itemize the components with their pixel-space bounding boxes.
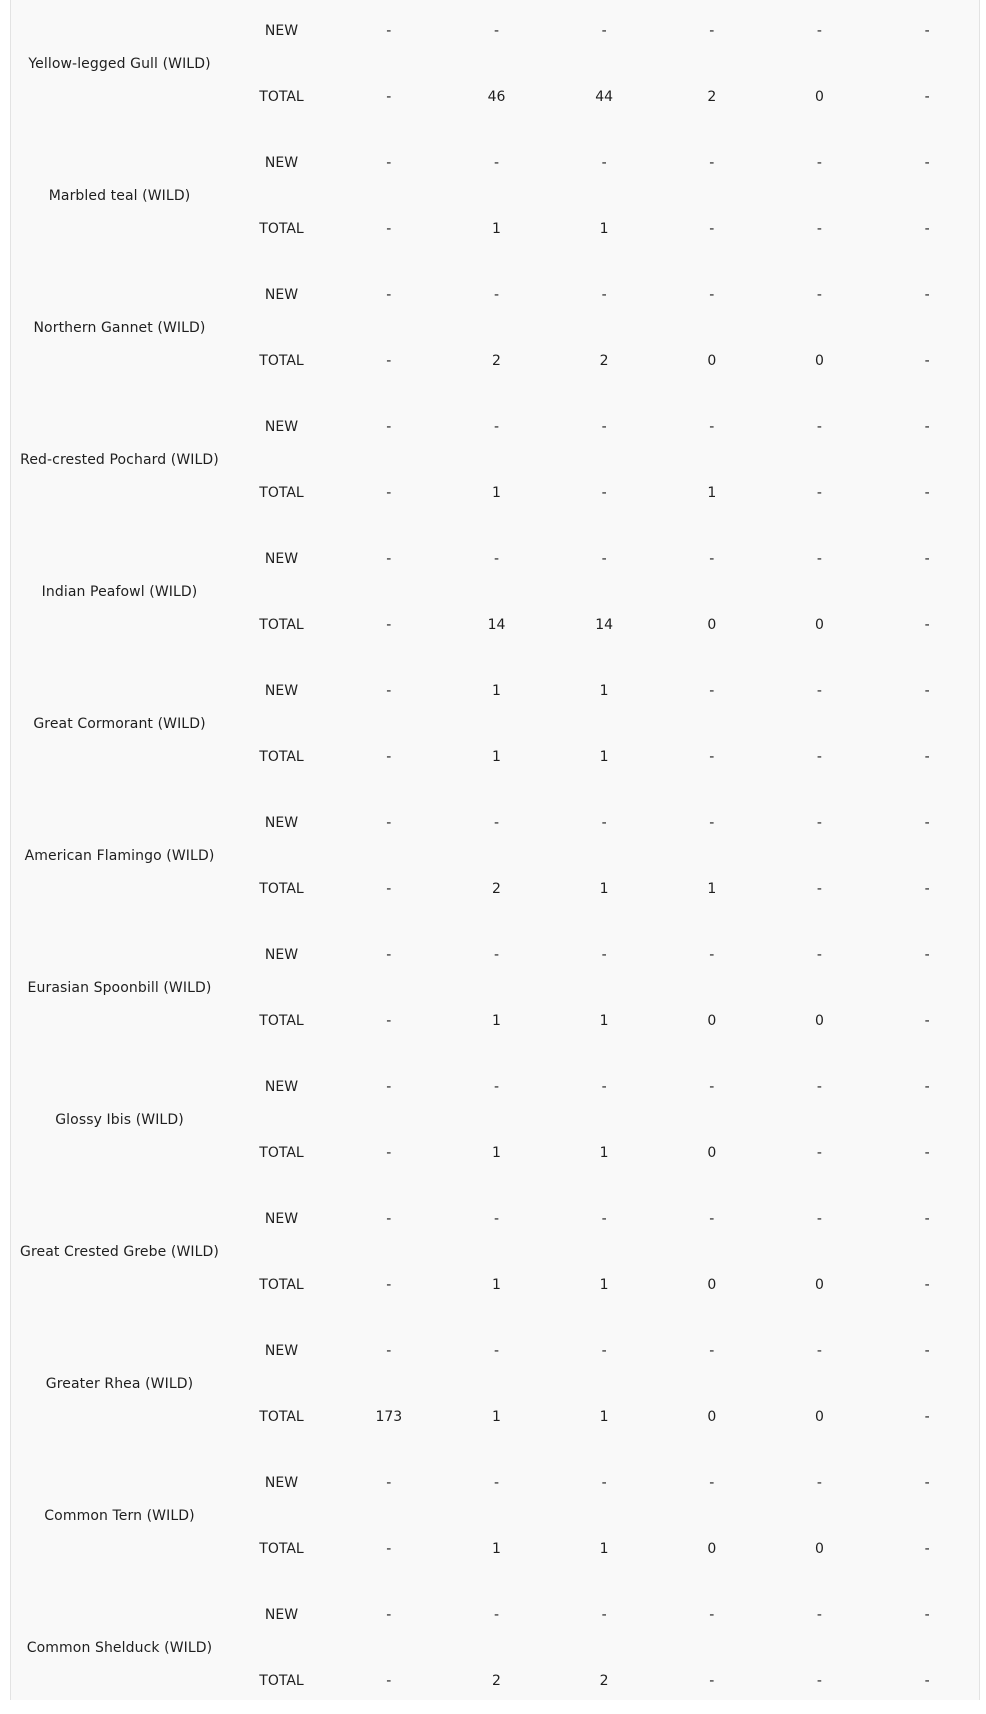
value-cell: - (386, 749, 392, 765)
row-type-label: TOTAL (259, 1277, 304, 1293)
value-cell: - (816, 1145, 822, 1161)
value-cell: - (709, 155, 715, 171)
value-cell: - (709, 1475, 715, 1491)
value-cell: - (924, 1211, 930, 1227)
value-cell: 1 (492, 485, 501, 501)
table-row-new (11, 658, 981, 724)
species-name: Common Shelduck (WILD) (26, 1640, 213, 1656)
value-cell: - (709, 947, 715, 963)
value-cell: 2 (707, 89, 717, 105)
row-type-label: NEW (264, 155, 299, 171)
value-cell: - (924, 221, 930, 237)
value-cell: 173 (375, 1409, 403, 1425)
value-cell: - (924, 485, 930, 501)
value-cell: 0 (707, 1541, 717, 1557)
value-cell: 1 (599, 1541, 609, 1557)
value-cell: - (386, 1541, 392, 1557)
value-cell: - (709, 287, 715, 303)
value-cell: - (924, 749, 930, 765)
value-cell: - (816, 155, 822, 171)
value-cell: - (601, 287, 607, 303)
value-cell: - (924, 1607, 930, 1623)
value-cell: - (816, 1475, 822, 1491)
species-table (11, 0, 981, 1714)
value-cell: - (386, 1079, 392, 1095)
value-cell: - (493, 1475, 500, 1491)
value-cell: 1 (599, 749, 609, 765)
value-cell: 1 (599, 221, 609, 237)
value-cell: - (493, 287, 500, 303)
value-cell: - (386, 89, 392, 105)
value-cell: - (924, 155, 930, 171)
value-cell: - (709, 1343, 715, 1359)
value-cell: 1 (492, 1013, 501, 1029)
value-cell: - (816, 815, 822, 831)
value-cell: 44 (595, 89, 614, 105)
value-cell: - (386, 947, 392, 963)
value-cell: - (493, 1079, 500, 1095)
species-name: Great Cormorant (WILD) (33, 716, 206, 732)
row-type-label: TOTAL (259, 1013, 304, 1029)
value-cell: - (601, 1211, 607, 1227)
value-cell: - (386, 815, 392, 831)
value-cell: - (386, 155, 392, 171)
value-cell: 1 (492, 1145, 501, 1161)
value-cell: - (709, 551, 715, 567)
value-cell: - (924, 881, 930, 897)
value-cell: 1 (492, 221, 501, 237)
value-cell: - (601, 485, 607, 501)
value-cell: 0 (814, 1409, 824, 1425)
value-cell: - (601, 1343, 607, 1359)
row-type-label: NEW (264, 1211, 299, 1227)
species-name: Great Crested Grebe (WILD) (20, 1244, 219, 1260)
value-cell: - (924, 1079, 930, 1095)
value-cell: - (816, 485, 822, 501)
row-type-label: TOTAL (259, 353, 304, 369)
row-type-label: NEW (264, 815, 299, 831)
value-cell: - (493, 815, 500, 831)
row-type-label: TOTAL (259, 881, 304, 897)
species-name: Glossy Ibis (WILD) (55, 1112, 184, 1128)
value-cell: - (924, 617, 930, 633)
row-type-label: NEW (264, 1343, 299, 1359)
value-cell: - (386, 683, 392, 699)
value-cell: 0 (814, 1277, 824, 1293)
value-cell: 0 (707, 617, 717, 633)
value-cell: 1 (599, 1145, 609, 1161)
value-cell: 0 (814, 617, 824, 633)
row-type-label: NEW (264, 419, 299, 435)
row-type-label: TOTAL (259, 1673, 304, 1689)
value-cell: - (709, 419, 715, 435)
value-cell: - (386, 1673, 392, 1689)
value-cell: - (386, 287, 392, 303)
value-cell: - (601, 551, 607, 567)
value-cell: 2 (492, 881, 501, 897)
value-cell: - (493, 1211, 500, 1227)
row-type-label: TOTAL (259, 89, 304, 105)
value-cell: - (924, 419, 930, 435)
value-cell: 14 (487, 617, 506, 633)
table-row-new (11, 1582, 981, 1648)
value-cell: - (709, 1211, 715, 1227)
value-cell: - (924, 1343, 930, 1359)
value-cell: 46 (487, 89, 506, 105)
value-cell: - (386, 1475, 392, 1491)
value-cell: 0 (814, 89, 824, 105)
row-type-label: NEW (264, 287, 299, 303)
value-cell: - (924, 89, 930, 105)
species-name: Yellow-legged Gull (WILD) (28, 56, 211, 72)
value-cell: 0 (707, 1145, 717, 1161)
species-name: Greater Rhea (WILD) (45, 1376, 194, 1392)
value-cell: - (924, 1673, 930, 1689)
value-cell: 2 (492, 1673, 501, 1689)
value-cell: - (493, 1343, 500, 1359)
value-cell: - (386, 23, 392, 39)
row-type-label: NEW (264, 1079, 299, 1095)
value-cell: 0 (814, 353, 824, 369)
table-row-new (11, 130, 981, 196)
value-cell: - (709, 815, 715, 831)
value-cell: 1 (492, 749, 501, 765)
species-name: Marbled teal (WILD) (48, 188, 191, 204)
value-cell: - (924, 947, 930, 963)
value-cell: - (493, 1607, 500, 1623)
row-type-label: NEW (264, 1475, 299, 1491)
value-cell: - (386, 419, 392, 435)
value-cell: - (816, 23, 822, 39)
value-cell: 1 (492, 1541, 501, 1557)
value-cell: 1 (707, 881, 717, 897)
value-cell: 1 (599, 881, 609, 897)
value-cell: - (386, 1145, 392, 1161)
value-cell: 0 (814, 1541, 824, 1557)
table-row-new (11, 1054, 981, 1120)
value-cell: - (816, 1673, 822, 1689)
value-cell: - (709, 683, 715, 699)
table-row-new (11, 1450, 981, 1516)
table-row-new (11, 262, 981, 328)
value-cell: - (924, 23, 930, 39)
value-cell: - (816, 287, 822, 303)
row-type-label: TOTAL (259, 617, 304, 633)
value-cell: 1 (599, 1013, 609, 1029)
value-cell: - (386, 353, 392, 369)
value-cell: - (709, 1079, 715, 1095)
value-cell: - (601, 155, 607, 171)
value-cell: 1 (492, 1409, 501, 1425)
value-cell: - (386, 485, 392, 501)
value-cell: - (386, 881, 392, 897)
value-cell: - (386, 1277, 392, 1293)
table-row-new (11, 1186, 981, 1252)
species-table-body (11, 0, 981, 1714)
value-cell: - (924, 683, 930, 699)
value-cell: 0 (707, 1409, 717, 1425)
table-row-new (11, 526, 981, 592)
species-table-panel (10, 0, 980, 1700)
value-cell: - (601, 1079, 607, 1095)
value-cell: - (493, 419, 500, 435)
value-cell: 2 (599, 1673, 609, 1689)
value-cell: - (816, 749, 822, 765)
value-cell: - (709, 1673, 715, 1689)
table-row-new (11, 0, 981, 64)
value-cell: - (924, 287, 930, 303)
value-cell: - (816, 1607, 822, 1623)
species-name: Northern Gannet (WILD) (33, 320, 206, 336)
value-cell: 1 (492, 1277, 501, 1293)
row-type-label: NEW (264, 1607, 299, 1623)
value-cell: 0 (707, 353, 717, 369)
value-cell: 1 (599, 1409, 609, 1425)
value-cell: - (493, 551, 500, 567)
value-cell: - (709, 1607, 715, 1623)
value-cell: - (924, 1475, 930, 1491)
value-cell: - (816, 683, 822, 699)
table-row-new (11, 394, 981, 460)
species-name: Indian Peafowl (WILD) (41, 584, 198, 600)
species-name: Common Tern (WILD) (44, 1508, 195, 1524)
species-name: American Flamingo (WILD) (24, 848, 215, 864)
row-type-label: TOTAL (259, 1145, 304, 1161)
value-cell: - (816, 947, 822, 963)
value-cell: - (493, 23, 500, 39)
row-type-label: NEW (264, 947, 299, 963)
value-cell: - (816, 1343, 822, 1359)
value-cell: - (386, 1013, 392, 1029)
value-cell: 0 (814, 1013, 824, 1029)
value-cell: - (709, 221, 715, 237)
value-cell: - (386, 617, 392, 633)
species-name: Eurasian Spoonbill (WILD) (27, 980, 212, 996)
value-cell: - (924, 1145, 930, 1161)
species-name: Red-crested Pochard (WILD) (20, 452, 219, 468)
row-type-label: NEW (264, 683, 299, 699)
row-type-label: TOTAL (259, 221, 304, 237)
value-cell: - (601, 815, 607, 831)
value-cell: - (924, 1541, 930, 1557)
value-cell: - (816, 419, 822, 435)
table-row-new (11, 790, 981, 856)
row-type-label: TOTAL (259, 1409, 304, 1425)
value-cell: - (816, 221, 822, 237)
value-cell: - (601, 1607, 607, 1623)
value-cell: - (386, 1607, 392, 1623)
value-cell: - (816, 1079, 822, 1095)
value-cell: - (386, 221, 392, 237)
value-cell: 1 (707, 485, 717, 501)
value-cell: - (493, 947, 500, 963)
value-cell: - (816, 551, 822, 567)
value-cell: - (924, 551, 930, 567)
row-type-label: TOTAL (259, 485, 304, 501)
value-cell: - (709, 23, 715, 39)
value-cell: - (601, 947, 607, 963)
value-cell: 1 (599, 1277, 609, 1293)
row-type-label: NEW (264, 23, 299, 39)
value-cell: - (924, 1277, 930, 1293)
value-cell: - (924, 1013, 930, 1029)
value-cell: - (601, 419, 607, 435)
value-cell: - (924, 815, 930, 831)
value-cell: - (386, 1211, 392, 1227)
value-cell: 2 (492, 353, 501, 369)
value-cell: - (386, 551, 392, 567)
value-cell: 14 (595, 617, 614, 633)
value-cell: - (816, 1211, 822, 1227)
value-cell: - (601, 1475, 607, 1491)
row-type-label: TOTAL (259, 1541, 304, 1557)
value-cell: 1 (599, 683, 609, 699)
row-type-label: NEW (264, 551, 299, 567)
table-row-new (11, 922, 981, 988)
value-cell: - (386, 1343, 392, 1359)
table-row-new (11, 1318, 981, 1384)
value-cell: 1 (492, 683, 501, 699)
row-type-label: TOTAL (259, 749, 304, 765)
value-cell: - (601, 23, 607, 39)
value-cell: - (709, 749, 715, 765)
value-cell: - (816, 881, 822, 897)
value-cell: - (493, 155, 500, 171)
value-cell: 2 (599, 353, 609, 369)
value-cell: - (924, 353, 930, 369)
value-cell: 0 (707, 1277, 717, 1293)
value-cell: 0 (707, 1013, 717, 1029)
value-cell: - (924, 1409, 930, 1425)
